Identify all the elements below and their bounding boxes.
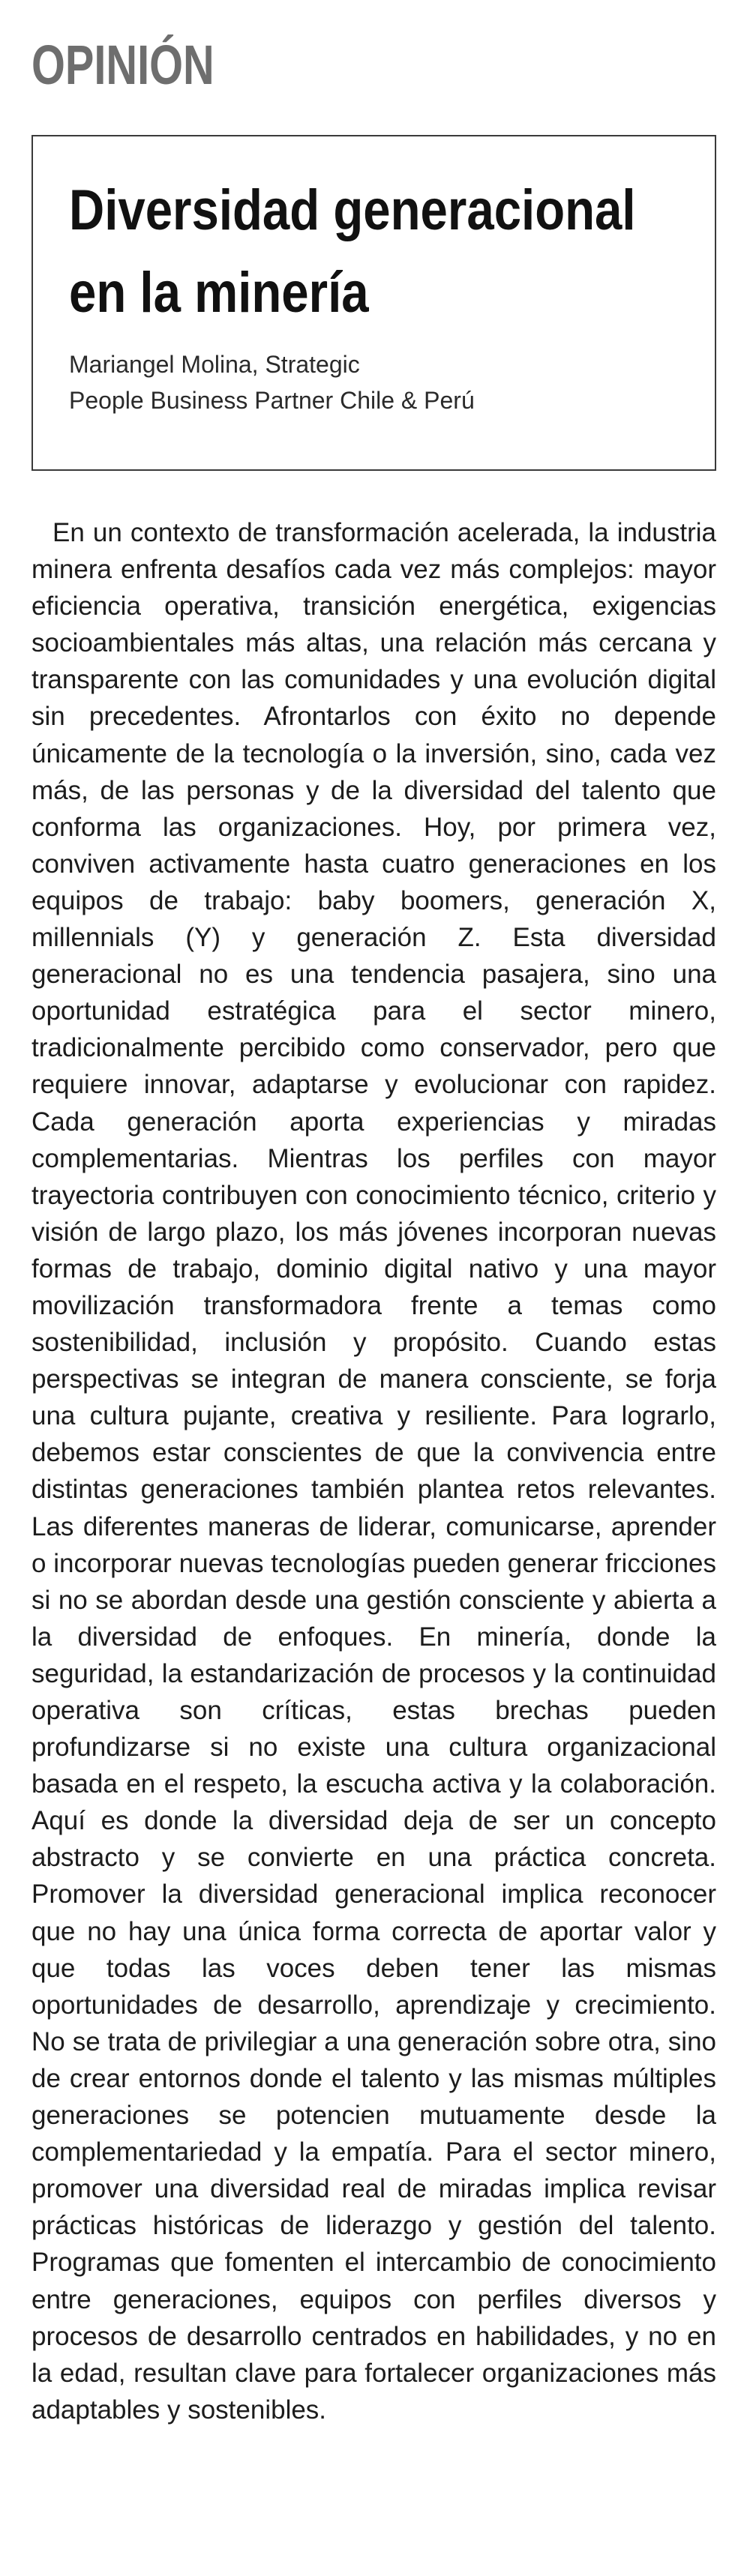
headline-line-1: Diversidad generacional xyxy=(69,178,636,242)
headline-line-2: en la minería xyxy=(69,261,369,325)
author-byline xyxy=(69,346,699,418)
article-headline xyxy=(69,169,650,334)
article-body: En un contexto de transformación acelerada, la industria minera enfrenta desafíos cada vez más complejos: mayor eficiencia operativa, transición energética, exigencias socioambientales más altas, una relación más cercana y transparente con las comunidades y una evolución digital sin precedentes. Afrontarlos con éxito no depende únicamente de la tecnología o la inversión, sino, cada vez más, de las personas y de la diversidad del talento que conforma las organizaciones. Hoy, por primera vez, conviven activamente hasta cuatro generaciones en los equipos de trabajo: baby boomers, generación X, millennials (Y) y generación Z. Esta diversidad generacional no es una tendencia pasajera, sino una oportunidad estratégica para el sector minero, tradicionalmente percibido como conservador, pero que requiere innovar, adaptarse y evolucionar con rapidez. Cada generación aporta experiencias y miradas complementarias. Mientras los perfiles con mayor trayectoria contribuyen con conocimiento técnico, criterio y visión de largo plazo, los más jóvenes incorporan nuevas formas de trabajo, dominio digital nativo y una mayor movilización transformadora frente a temas como sostenibilidad, inclusión y propósito. Cuando estas perspectivas se integran de manera consciente, se forja una cultura pujante, creativa y resiliente. Para lograrlo, debemos estar conscientes de que la convivencia entre distintas generaciones también plantea retos relevantes. Las diferentes maneras de liderar, comunicarse, aprender o incorporar nuevas tecnologías pueden generar fricciones si no se abordan desde una gestión consciente y abierta a la diversidad de enfoques. En minería, donde la seguridad, la estandarización de procesos y la continuidad operativa son críticas, estas brechas pueden profundizarse si no existe una cultura organizacional basada en el respeto, la escucha activa y la colaboración. Aquí es donde la diversidad deja de ser un concepto abstracto y se convierte en una práctica concreta. Promover la diversidad generacional implica reconocer que no hay una única forma correcta de aportar valor y que todas las voces deben tener las mismas oportunidades de desarrollo, aprendizaje y crecimiento. No se trata de privilegiar a una generación sobre otra, sino de crear entornos donde el talento y las mismas múltiples generaciones se potencien mutuamente desde la complementariedad y la empatía. Para el sector minero, promover una diversidad real de miradas implica revisar prácticas históricas de liderazgo y gestión del talento. Programas que fomenten el intercambio de conocimiento entre generaciones, equipos con perfiles diversos y procesos de desarrollo centrados en habilidades, y no en la edad, resultan clave para fortalecer organizaciones más adaptables y sostenibles. xyxy=(32,518,716,2425)
author-name: Mariangel Molina, Strategic xyxy=(69,351,360,378)
article-header-box xyxy=(32,135,716,471)
section-label: OPINIÓN xyxy=(32,34,214,96)
author-role: People Business Partner Chile & Perú xyxy=(69,387,475,414)
